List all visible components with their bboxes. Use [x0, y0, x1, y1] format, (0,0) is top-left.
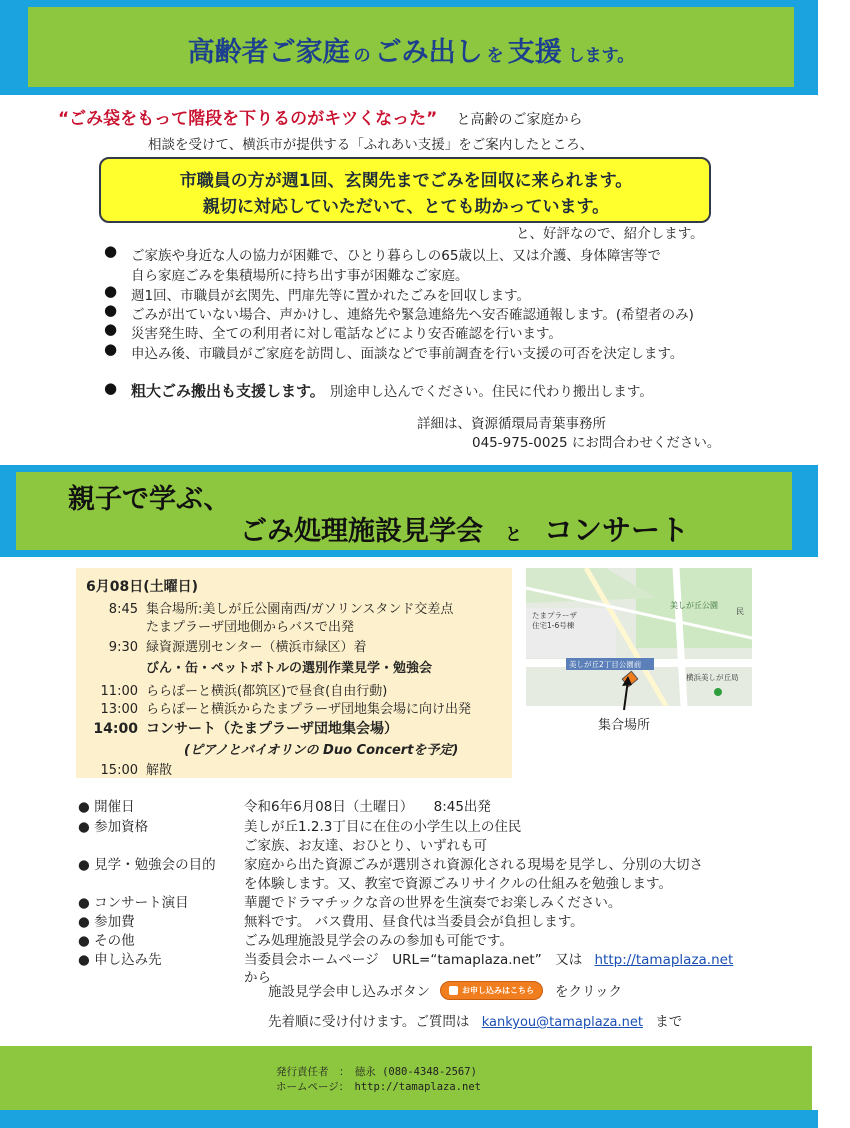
map-label: 住宅1-6号棟 — [532, 621, 575, 630]
schedule-item: (ピアノとバイオリンの Duo Concertを予定) — [184, 743, 459, 758]
bullet-dot: ● — [104, 340, 118, 358]
map-arrow — [610, 676, 650, 716]
apply-button[interactable]: お申し込みはこちら — [440, 981, 543, 1000]
bullet-4: 災害発生時、全ての利用者に対し電話などにより安否確認を行います。 — [131, 326, 562, 342]
detail-value: 家庭から出た資源ごみが選別され資源化される現場を見学し、分別の大切さ — [244, 857, 703, 873]
detail-value: ご家族、お友達、おひとり、いずれも可 — [244, 838, 487, 854]
homepage-link[interactable]: http://tamaplaza.net — [594, 952, 734, 968]
map-label: 民 — [736, 607, 744, 616]
detail-value: ごみ処理施設見学会のみの参加も可能です。 — [244, 933, 513, 949]
bulky-rest: 別途申し込んでください。住民に代わり搬出します。 — [329, 384, 653, 400]
bullet-dot: ● — [104, 282, 118, 300]
bulky-bold: 粗大ごみ搬出も支援します。 — [131, 382, 325, 400]
schedule-item: びん・缶・ペットボトルの選別作業見学・勉強会 — [146, 661, 433, 676]
intro-after-box: と、好評なので、紹介します。 — [516, 226, 704, 242]
bullet-dot: ● — [104, 301, 118, 319]
schedule-item: 15:00 解散 — [100, 763, 173, 778]
map-label: たまプラーザ — [532, 611, 577, 620]
bullet-1-line1: ご家族や身近な人の協力が困難で、ひとり暮らしの65歳以上、又は介護、身体障害等で — [131, 248, 661, 264]
schedule-item: 13:00 ららぽーと横浜からたまプラーザ団地集会場に向け出発 — [100, 702, 472, 717]
bullet-2: 週1回、市職員が玄関先、門扉先等に置かれたごみを回収します。 — [131, 288, 531, 304]
map-label: 横浜美しが丘局 — [686, 673, 739, 682]
detail-label: ● 申し込み先 — [78, 952, 162, 968]
detail-value: 令和6年6月08日（土曜日） 8:45出発 — [244, 799, 491, 815]
contact-line1: 詳細は、資源循環局青葉事務所 — [417, 416, 606, 432]
detail-label: ● 参加資格 — [78, 819, 149, 835]
bullet-1-line2: 自ら家庭ごみを集積場所に持ち出す事が困難なご家庭。 — [131, 268, 469, 284]
detail-label: ● 見学・勉強会の目的 — [78, 857, 216, 873]
detail-value: を体験します。又、教室で資源ごみリサイクルの仕組みを勉強します。 — [244, 876, 672, 892]
detail-value: から — [244, 970, 271, 986]
detail-label: ● その他 — [78, 933, 135, 949]
apply-line: 施設見学会申し込みボタン お申し込みはこちら をクリック — [268, 980, 622, 1000]
callout-line1: 市職員の方が週1回、玄関先までごみを回収に来られます。 — [179, 171, 633, 191]
email-link[interactable]: kankyou@tamaplaza.net — [481, 1015, 643, 1030]
bullet-dot: ● — [104, 242, 118, 260]
bullet-dot: ● — [104, 320, 118, 338]
schedule-item: 8:45 集合場所:美しが丘公園南西/ガソリンスタンド交差点 — [108, 602, 454, 617]
header1-title: 高齢者ご家庭 の ごみ出し を 支援 します。 — [187, 37, 635, 68]
intro-quote-after: と高齢のご家庭から — [456, 112, 583, 128]
map-label: 美しが丘公園 — [670, 601, 718, 610]
intro-quote: “ごみ袋をもって階段を下りるのがキツくなった” — [58, 109, 438, 129]
detail-value: 無料です。 バス費用、昼食代は当委員会が負担します。 — [244, 914, 584, 930]
bullet-dot: ● — [104, 379, 118, 397]
map-caption: 集合場所 — [598, 718, 651, 733]
callout-line2: 親切に対応していただいて、とても助かっています。 — [202, 197, 610, 217]
header2-line2: ごみ処理施設見学会 と コンサート — [240, 513, 690, 547]
intro-quote-line — [58, 104, 582, 129]
pointer-icon — [449, 986, 458, 995]
schedule-item: 14:00 コンサート（たまプラーザ団地集会場） — [93, 721, 398, 737]
footer-line2: ホームページ： http://tamaplaza.net — [276, 1081, 481, 1093]
detail-label: ● 開催日 — [78, 799, 135, 815]
detail-label: ● コンサート演目 — [78, 895, 189, 911]
detail-value: 華麗でドラマチックな音の世界を生演奏でお楽しみください。 — [244, 895, 622, 911]
apply-line2: 先着順に受け付けます。ご質問は kankyou@tamaplaza.net まで — [268, 1014, 683, 1030]
detail-label: ● 参加費 — [78, 914, 135, 930]
detail-value: 当委員会ホームページ URL=“tamaplaza.net” 又は http://tamaplaza.net — [244, 952, 734, 968]
bulky-line — [131, 380, 653, 401]
bullet-3: ごみが出ていない場合、声かけし、連絡先や緊急連絡先へ安否確認通報します。(希望者のみ) — [131, 307, 694, 323]
map-label: 美しが丘2丁目公園前 — [569, 660, 642, 669]
bullet-5: 申込み後、市職員がご家庭を訪問し、面談などで事前調査を行い支援の可否を決定します。 — [131, 346, 684, 362]
schedule-item: 11:00 ららぽーと横浜(都筑区)で昼食(自由行動) — [100, 684, 388, 699]
schedule-date: 6月08日(土曜日) — [86, 579, 199, 595]
footer-band — [0, 1110, 818, 1128]
schedule-item: 9:30 緑資源選別センター（横浜市緑区）着 — [108, 640, 367, 655]
header2-line1: 親子で学ぶ、 — [68, 484, 231, 515]
contact-line2: 045-975-0025 にお問合わせください。 — [472, 435, 721, 451]
intro-line2: 相談を受けて、横浜市が提供する「ふれあい支援」をご案内したところ、 — [148, 137, 594, 153]
detail-value: 美しが丘1.2.3丁目に在住の小学生以上の住民 — [244, 819, 522, 835]
schedule-item: たまプラーザ団地側からバスで出発 — [146, 620, 355, 635]
footer-line1: 発行責任者 ： 徳永 (080-4348-2567) — [276, 1066, 477, 1078]
